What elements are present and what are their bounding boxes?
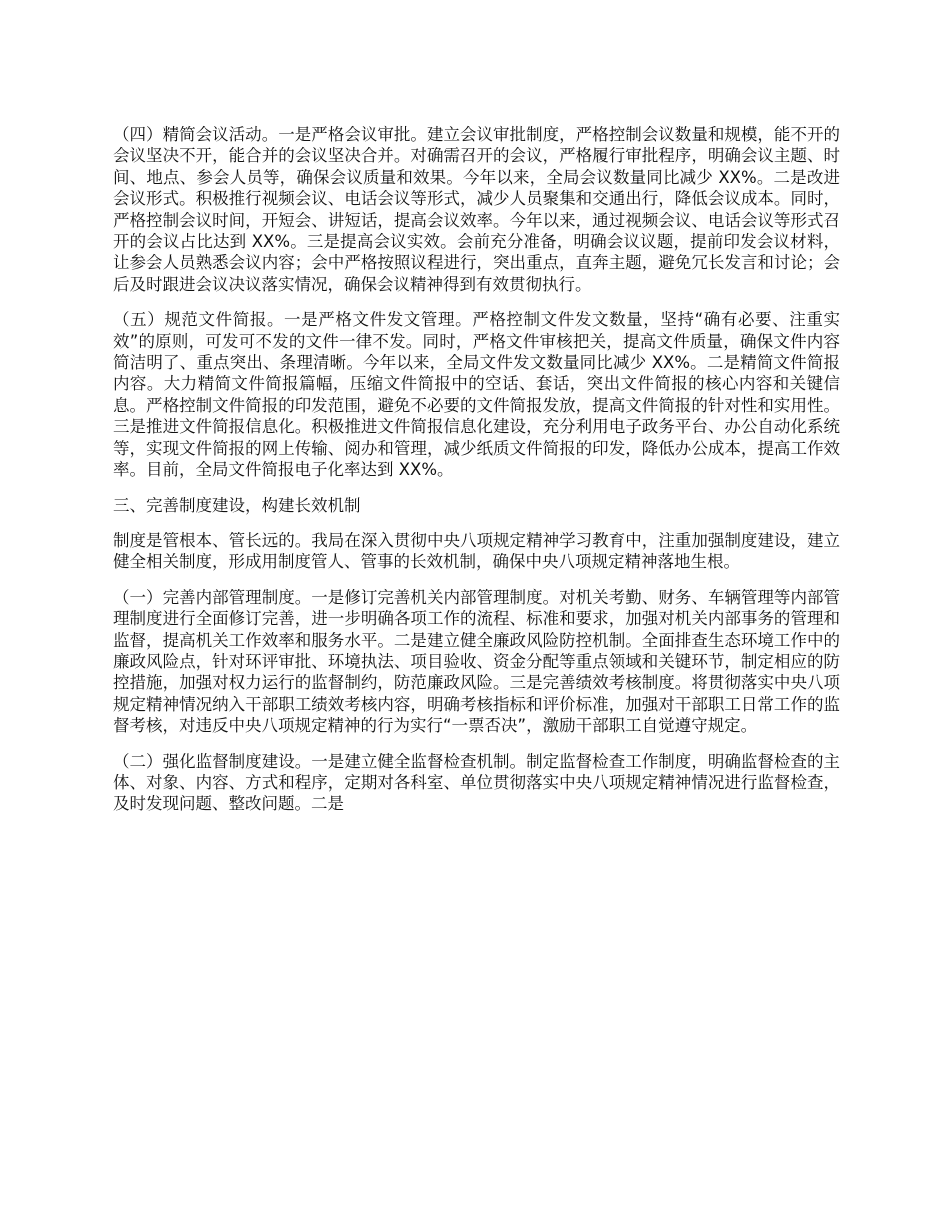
paragraph-supervision-system: （二）强化监督制度建设。一是建立健全监督检查机制。制定监督检查工作制度，明确监督检查的主体、对象、内容、方式和程序，定期对各科室、单位贯彻落实中央八项规定精神情况进行监督检查，及时发现问题、整改问题。二是 [113,751,840,814]
paragraph-internal-management: （一）完善内部管理制度。一是修订完善机关内部管理制度。对机关考勤、财务、车辆管理等内部管理制度进行全面修订完善，进一步明确各项工作的流程、标准和要求，加强对机关内部事务的管理和监督，提高机关工作效率和服务水平。二是建立健全廉政风险防控机制。全面排查生态环境工作中的廉政风险点，针对环评审批、环境执法、项目验收、资金分配等重点领域和关键环节，制定相应的防控措施，加强对权力运行的监督制约，防范廉政风险。三是完善绩效考核制度。将贯彻落实中央八项规定精神情况纳入干部职工绩效考核内容，明确考核指标和评价标准，加强对干部职工日常工作的监督考核，对违反中央八项规定精神的行为实行“一票否决”，激励干部职工自觉遵守规定。 [113,587,840,736]
paragraph-streamline-meetings: （四）精简会议活动。一是严格会议审批。建立会议审批制度，严格控制会议数量和规模，能不开的会议坚决不开，能合并的会议坚决合并。对确需召开的会议，严格履行审批程序，明确会议主题、时间、地点、参会人员等，确保会议质量和效果。今年以来，全局会议数量同比减少 XX%。二是改进会议形式。积极推行视频会议、电话会议等形式，减少人员聚集和交通出行，降低会议成本。同时，严格控制会议时间，开短会、讲短话，提高会议效率。今年以来，通过视频会议、电话会议等形式召开的会议占比达到 XX%。三是提高会议实效。会前充分准备，明确会议议题，提前印发会议材料，让参会人员熟悉会议内容；会中严格按照议程进行，突出重点，直奔主题，避免冗长发言和讨论；会后及时跟进会议决议落实情况，确保会议精神得到有效贯彻执行。 [113,125,840,294]
paragraph-institution-intro: 制度是管根本、管长远的。我局在深入贯彻中央八项规定精神学习教育中，注重加强制度建设，建立健全相关制度，形成用制度管人、管事的长效机制，确保中央八项规定精神落地生根。 [113,530,840,572]
paragraph-standardize-documents: （五）规范文件简报。一是严格文件发文管理。严格控制文件发文数量，坚持“确有必要、注重实效”的原则，可发可不发的文件一律不发。同时，严格文件审核把关，提高文件质量，确保文件内容简洁明了、重点突出、条理清晰。今年以来，全局文件发文数量同比减少 XX%。二是精简文件简报内容。大力精简文件简报篇幅，压缩文件简报中的空话、套话，突出文件简报的核心内容和关键信息。严格控制文件简报的印发范围，避免不必要的文件简报发放，提高文件简报的针对性和实用性。三是推进文件简报信息化。积极推进文件简报信息化建设，充分利用电子政务平台、办公自动化系统等，实现文件简报的网上传输、阅办和管理，减少纸质文件简报的印发，降低办公成本，提高工作效率。目前，全局文件简报电子化率达到 XX%。 [113,310,840,480]
document-page [113,124,840,829]
section-heading-institution-building: 三、完善制度建设，构建长效机制 [113,495,361,515]
